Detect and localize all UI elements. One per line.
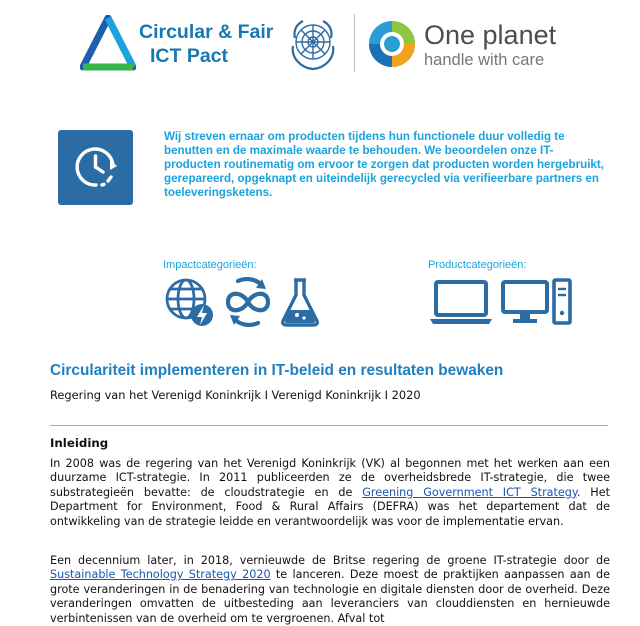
product-categories-label: Productcategorieën: bbox=[428, 259, 527, 271]
one-planet-title: One planet bbox=[424, 20, 557, 50]
header-divider bbox=[354, 14, 355, 72]
para2-text-b: te lanceren. Deze moest de praktijken aanpassen aan de grote veranderingen in de benadering van technologie en digitale diensten door de overheid. Deze veranderingen omvatten de uitbesteding aan leveranciers van clouddiensten en hernieuwde verbintenissen van de overheid om te vergroenen. Afval tot bbox=[50, 568, 610, 625]
intro-paragraph-2 bbox=[50, 554, 610, 626]
globe-energy-icon bbox=[164, 277, 216, 327]
page-subtitle: Regering van het Verenigd Koninkrijk I Verenigd Koninkrijk I 2020 bbox=[50, 388, 421, 402]
impact-categories-label: Impactcategorieën: bbox=[163, 259, 257, 271]
intro-paragraph-1 bbox=[50, 457, 610, 529]
un-emblem-icon bbox=[285, 16, 341, 72]
one-planet-subtitle: handle with care bbox=[424, 51, 545, 69]
section-heading: Inleiding bbox=[50, 436, 109, 450]
chemistry-flask-icon bbox=[279, 277, 321, 327]
para1-text-a: In 2008 was de regering van het Verenigd Koninkrijk (VK) al begonnen met het werken aan een duurzame ICT-strategie. In 2011 publiceerden ze de overheidsbrede IT-strategie, die twee substrategieën bevatte: de cloudstrategie en de bbox=[50, 457, 610, 499]
circular-fair-line2: ICT Pact bbox=[150, 45, 229, 67]
greening-government-ict-strategy-link[interactable]: Greening Government ICT Strategy bbox=[362, 485, 577, 499]
one-planet-logo-text bbox=[424, 20, 556, 70]
laptop-icon bbox=[428, 277, 494, 327]
sustainable-technology-strategy-link[interactable]: Sustainable Technology Strategy 2020 bbox=[50, 568, 271, 582]
intro-statement: Wij streven ernaar om producten tijdens hun functionele duur volledig te benutten en de maximale waarde te behouden. We beoordelen onze IT-producten routinematig om ervoor te zorgen dat producten worden hergebruikt, gerepareerd, opgeknapt en uiteindelijk gerecycled via verifieerbare partners en toeleveringsketens. bbox=[164, 130, 604, 199]
circular-fair-logo-text bbox=[139, 20, 273, 68]
clock-cycle-icon bbox=[58, 130, 133, 205]
circular-fair-logo-icon bbox=[80, 15, 136, 73]
one-planet-logo-icon bbox=[367, 19, 417, 69]
title-divider bbox=[50, 425, 608, 426]
para2-text-a: Een decennium later, in 2018, vernieuwde de Britse regering de groene IT-strategie door de bbox=[50, 554, 610, 567]
para1-text-b: . Het Department for Environment, Food & Rural Affairs (DEFRA) was het departement dat de ontwikkeling van de strategie leidde en verantwoordelijk was voor de implementatie ervan. bbox=[50, 485, 610, 528]
circular-recycle-icon bbox=[222, 277, 274, 327]
circular-fair-line1: Circular & Fair bbox=[139, 21, 274, 43]
desktop-pc-icon bbox=[500, 277, 574, 327]
page-title: Circulariteit implementeren in IT-beleid en resultaten bewaken bbox=[50, 362, 504, 379]
